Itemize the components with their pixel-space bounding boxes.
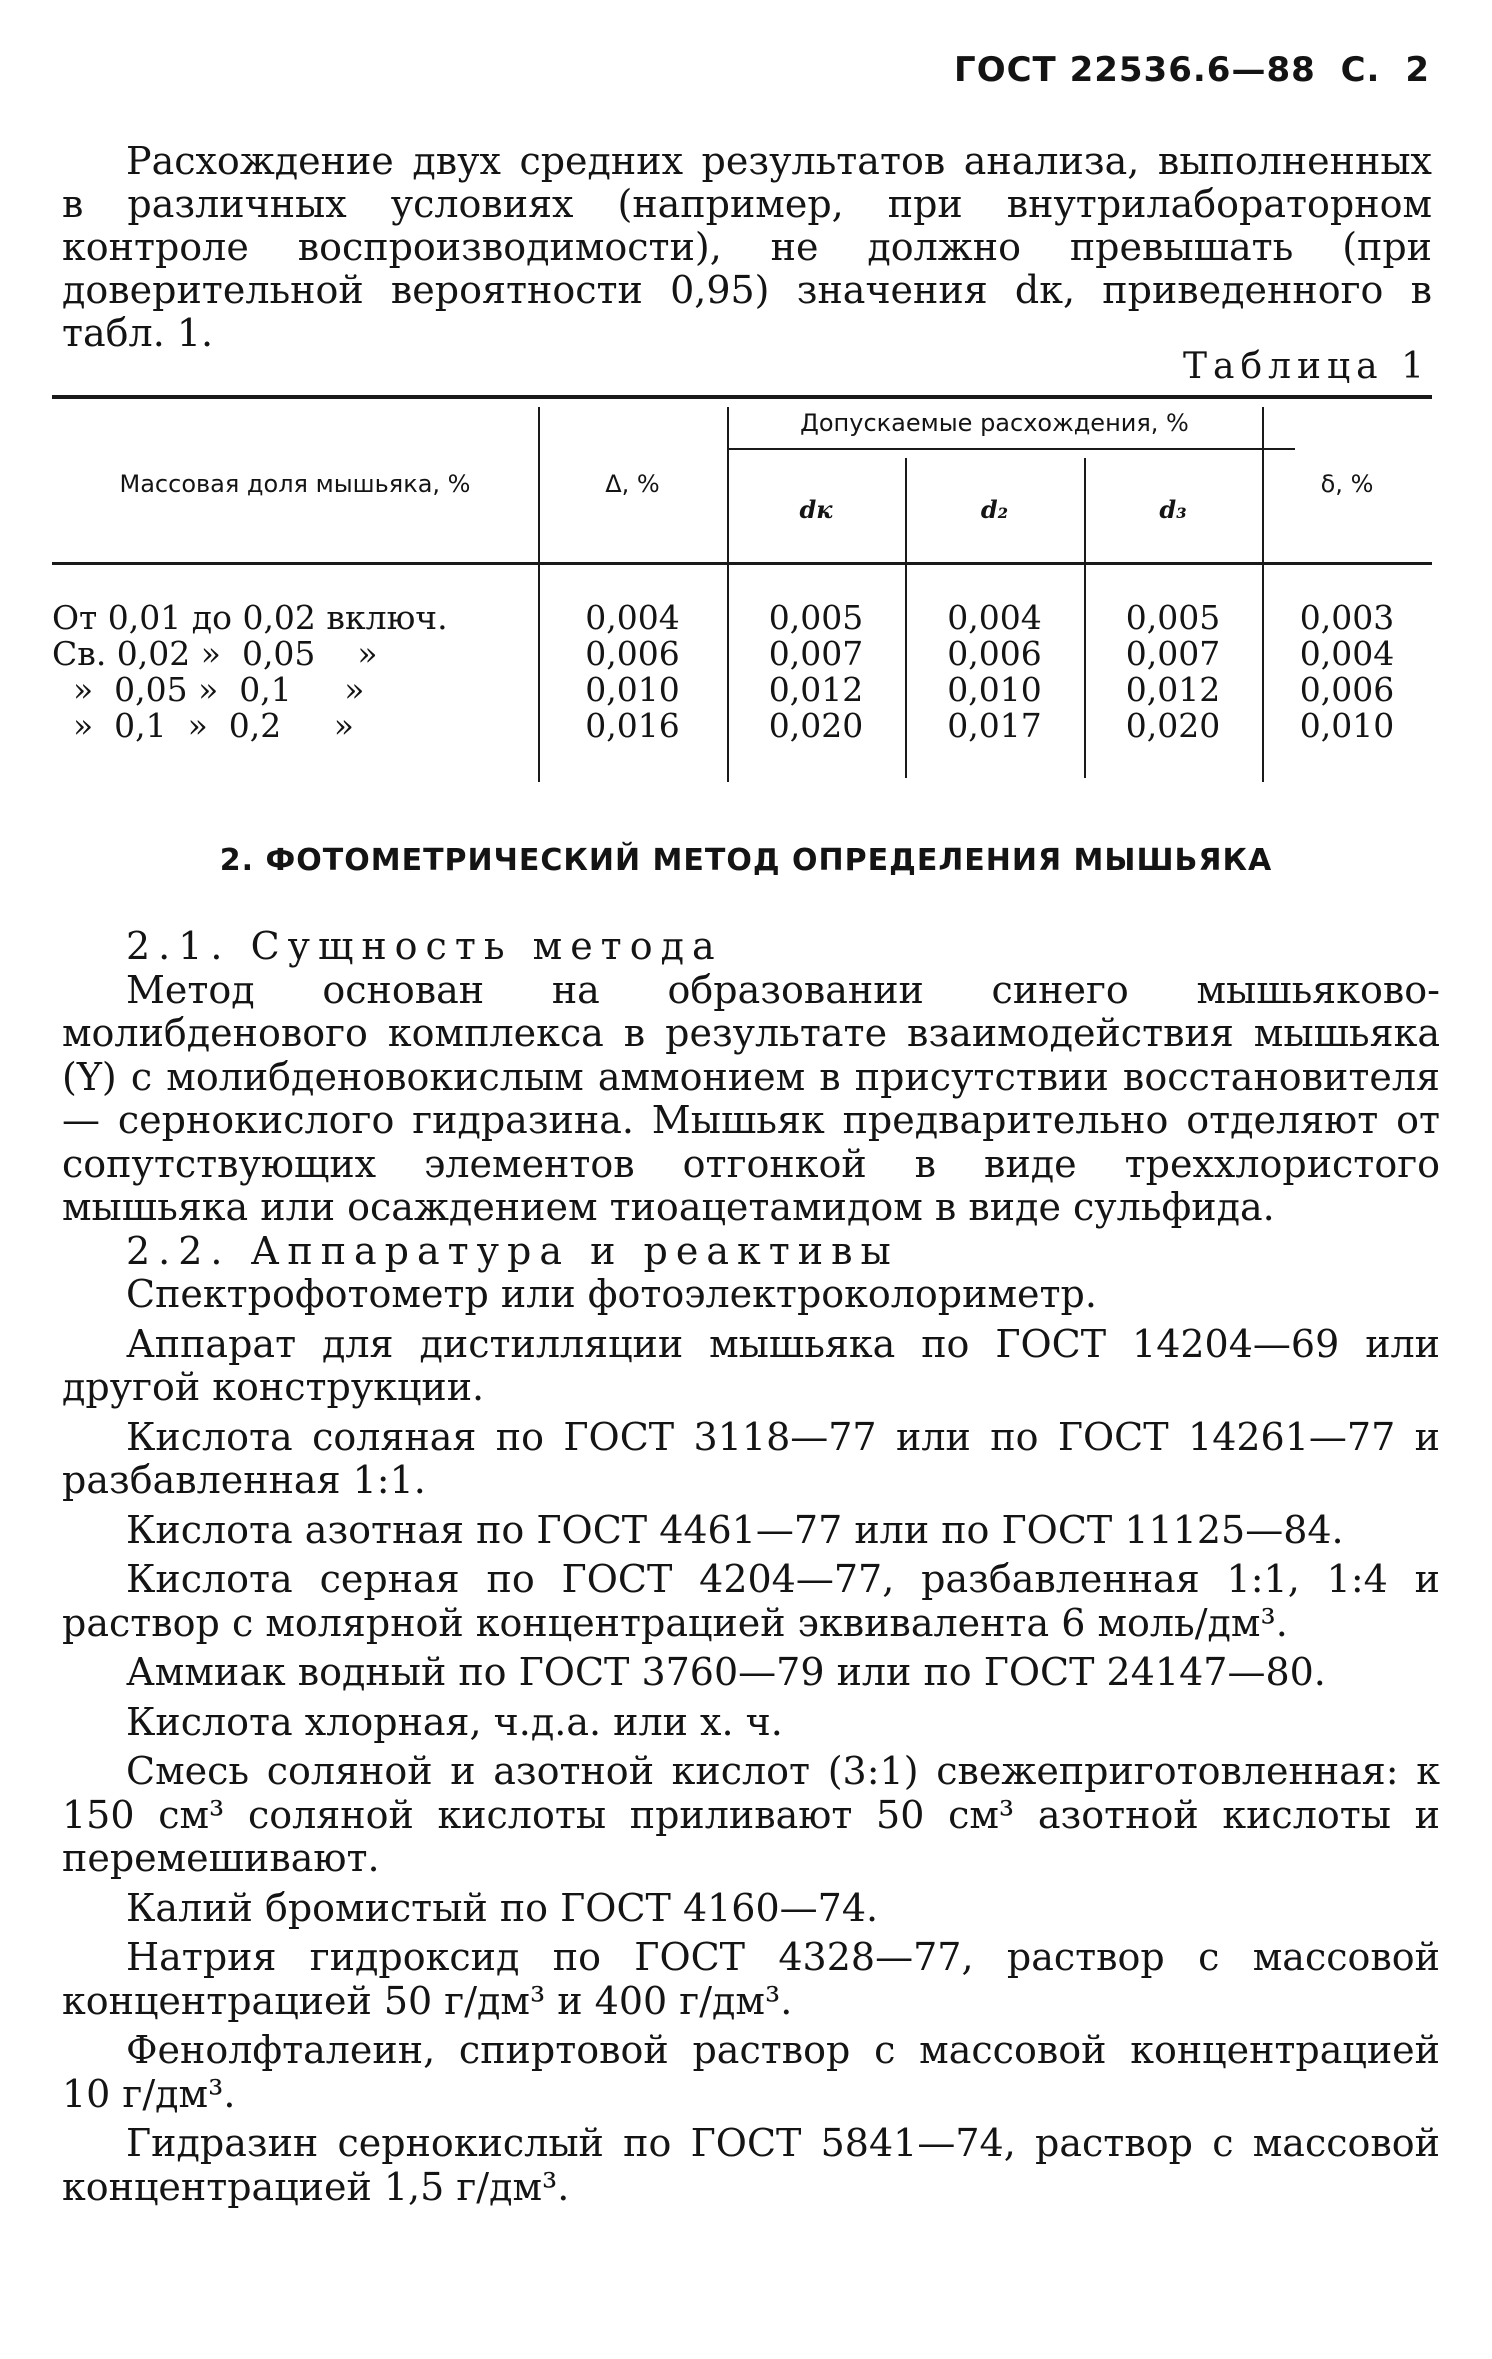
reagent-item: Гидразин сернокислый по ГОСТ 5841—74, раствор с массовой концентрацией 1,5 г/дм³. [62,2121,1440,2209]
table-cell: 0,020 [768,706,864,745]
table-cell: 0,004 [947,598,1042,637]
header-small-delta: δ, % [1320,470,1374,498]
table-cell: 0,006 [1299,670,1395,709]
section-title: 2. ФОТОМЕТРИЧЕСКИЙ МЕТОД ОПРЕДЕЛЕНИЯ МЫШЬЯКА [219,843,1273,878]
subsection-2-1-title: 2.1. Сущность метода [126,924,723,968]
header-d2: d₂ [980,495,1009,524]
table-cell: 0,010 [1299,706,1395,745]
reagent-item: Спектрофотометр или фотоэлектроколориметр. [126,1272,1097,1316]
col-d3 [1084,600,1262,744]
table-cell: » 0,05 » 0,1 » [52,670,365,709]
header-d3: d₃ [1159,495,1187,524]
table-cell: 0,016 [585,706,680,745]
subsection-2-1-text: Метод основан на образовании синего мышьяково-молибденового комплекса в результате взаимодействия мышьяка (Y) с молибденовокислым аммонием в присутствии восстановителя — сернокислого гидразина. Мышьяк предварительно отделяют от сопутствующих элементов отгонкой в виде треххлористого мышьяка или осаждением тиоацетамидом в виде сульфида. [62,967,1440,1229]
reagent-item: Аппарат для дистилляции мышьяка по ГОСТ 14204—69 или другой конструкции. [62,1321,1440,1409]
table-cell: 0,004 [1299,634,1395,673]
table-cell: 0,005 [768,598,864,637]
col-d2 [905,600,1084,744]
page-number: 2 [1405,50,1430,90]
table-cell: » 0,1 » 0,2 » [52,706,354,745]
table-cell: От 0,01 до 0,02 включ. [52,598,448,637]
table-1 [52,395,1432,785]
reagent-item: Кислота хлорная, ч.д.а. или х. ч. [126,1699,783,1744]
table-cell: 0,004 [585,598,680,637]
table-cell: 0,010 [947,670,1042,709]
col-range [52,598,448,745]
subsection-2-2-title: 2.2. Аппаратура и реактивы [126,1228,899,1273]
header-mass-fraction: Массовая доля мышьяка, % [119,470,471,498]
reagent-item: Аммиак водный по ГОСТ 3760—79 или по ГОСТ 24147—80. [126,1650,1326,1694]
table-cell: 0,006 [585,634,680,673]
table-top-rule [52,395,1432,399]
reagent-item: Кислота серная по ГОСТ 4204—77, разбавленная 1:1, 1:4 и раствор с молярной концентрацией эквивалента 6 моль/дм³. [62,1557,1440,1645]
header-dk: dк [799,495,833,524]
reagent-item: Смесь соляной и азотной кислот (3:1) свежеприготовленная: к 150 см³ соляной кислоты приливают 50 см³ азотной кислоты и перемешивают. [62,1749,1440,1880]
header-allowed: Допускаемые расхождения, % [800,409,1189,437]
intro-paragraph: Расхождение двух средних результатов анализа, выполненных в различных условиях (например, при внутрилабораторном контроле воспроизводимости), не должно превышать (при доверительной вероятности 0,95) значения dк, приведенного в табл. 1. [62,139,1432,355]
page-header [942,50,1430,90]
reagent-item: Натрия гидроксид по ГОСТ 4328—77, раствор с массовой концентрацией 50 г/дм³ и 400 г/дм³. [62,1935,1440,2023]
reagent-item: Кислота соляная по ГОСТ 3118—77 или по ГОСТ 14261—77 и разбавленная 1:1. [62,1414,1440,1502]
reagent-item: Кислота азотная по ГОСТ 4461—77 или по ГОСТ 11125—84. [126,1507,1344,1552]
table-cell: 0,012 [768,670,864,709]
table-cell: 0,007 [768,634,864,673]
header-delta: Δ, % [605,470,660,498]
col-delta [538,600,727,744]
reagent-item: Фенолфталеин, спиртовой раствор с массовой концентрацией 10 г/дм³. [62,2028,1440,2116]
section-2-body [62,925,1440,2209]
table-cell: 0,005 [1125,598,1221,637]
intro-block [62,140,1432,355]
standard-number: ГОСТ 22536.6—88 [954,50,1316,90]
table-cell: 0,006 [947,634,1042,673]
table-cell: 0,012 [1125,670,1221,709]
col-small-delta [1262,600,1432,744]
table-header-rule [52,562,1432,565]
table-cell: 0,020 [1125,706,1221,745]
table-cell: 0,017 [947,706,1042,745]
table-cell: 0,010 [585,670,680,709]
table-cell: Св. 0,02 » 0,05 » [52,634,378,673]
table-cell: 0,003 [1299,598,1395,637]
page-label: С. [1340,50,1381,90]
table-cell: 0,007 [1125,634,1221,673]
reagent-item: Калий бромистый по ГОСТ 4160—74. [126,1885,879,1930]
col-dk [727,600,905,744]
table-caption: Таблица 1 [1183,346,1430,387]
group-header-rule [727,448,1295,450]
